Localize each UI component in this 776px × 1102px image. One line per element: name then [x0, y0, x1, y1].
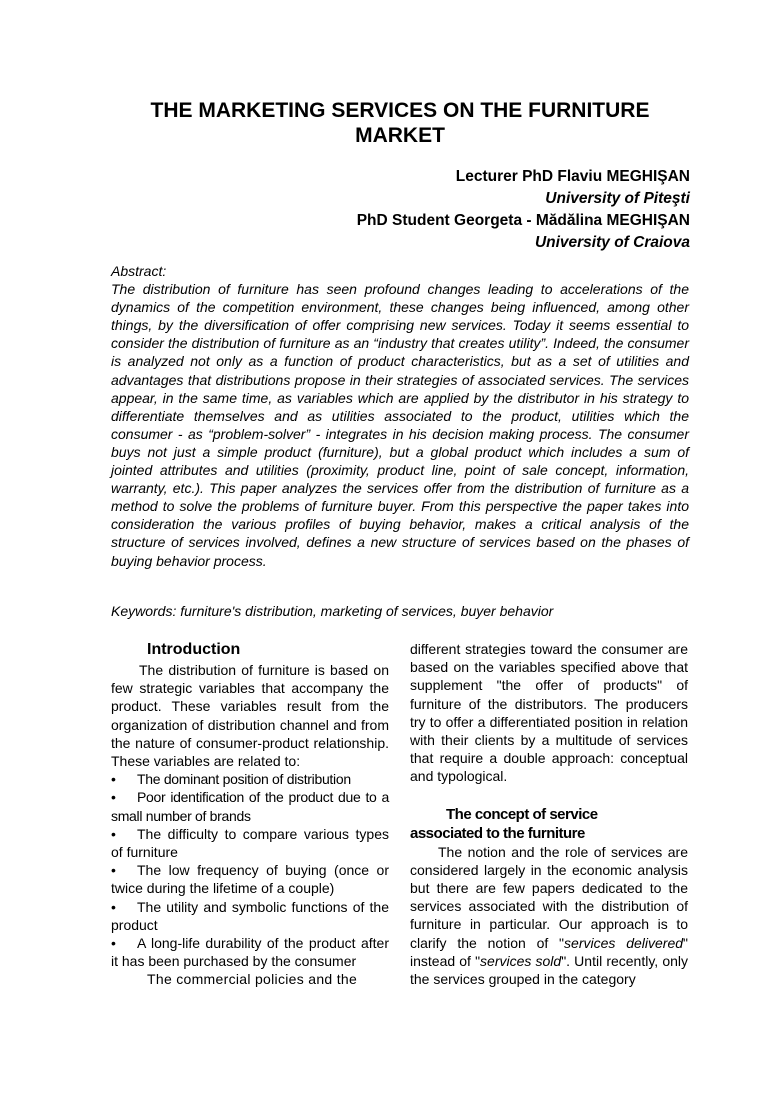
author-block: [357, 166, 690, 254]
list-item: • A long-life durability of the product after it has been purchased by the consumer: [111, 935, 389, 970]
author-name: Lecturer PhD Flaviu MEGHIŞAN: [455, 168, 690, 185]
bullet-icon: •: [111, 771, 116, 788]
right-column: [410, 640, 688, 988]
intro-closing-line: The commercial policies and the: [147, 971, 358, 988]
list-item: • The difficulty to compare various types of furniture: [111, 825, 389, 861]
emphasis-text: services sold: [480, 952, 562, 969]
section-heading-concept: [410, 805, 688, 843]
author-affiliation: University of Piteşti: [545, 190, 690, 207]
bullet-icon: •: [111, 935, 116, 952]
continuation-paragraph: different strategies toward the consumer are based on the variables specified above that supplement "the offer of products" of furniture of the distributors. The producers try to offer a differentiated position in relation with their clients by a multitude of services that require a double approach: conceptual and typological.: [410, 641, 688, 785]
list-item: • The dominant position of distribution: [111, 771, 351, 788]
concept-paragraph: The notion and the role of services are considered largely in the economic analysis but there are few papers dedicated to the services associated with the distribution of furniture in particular. Our approach is to clarify the notion of "services delivered" instead of "services sold". Until recently, only the services grouped in the category: [410, 843, 688, 988]
list-item: • The utility and symbolic functions of the product: [111, 898, 389, 933]
paper-title: THE MARKETING SERVICES ON THE FURNITURE MARKET: [150, 99, 650, 147]
bullet-icon: •: [111, 825, 116, 842]
keywords: Keywords: furniture's distribution, marketing of services, buyer behavior: [111, 603, 554, 619]
list-item: • Poor identification of the product due to a small number of brands: [111, 789, 389, 824]
abstract: [111, 262, 689, 570]
intro-paragraph: The distribution of furniture is based on few strategic variables that accompany the product. These variables result from the organization of distribution channel and from the nature of consumer-product relationship. These variables are related to:: [111, 662, 389, 770]
bullet-icon: •: [111, 789, 116, 806]
author-affiliation: University of Craiova: [534, 234, 690, 251]
bullet-icon: •: [111, 862, 116, 879]
left-column: [111, 640, 389, 989]
heading-line: The concept of service: [446, 805, 598, 823]
author-name: PhD Student Georgeta - Mădălina MEGHIŞAN: [356, 212, 690, 229]
bullet-icon: •: [111, 898, 116, 915]
heading-line: associated to the furniture: [410, 824, 585, 842]
section-heading-introduction: Introduction: [147, 641, 241, 658]
list-item: • The low frequency of buying (once or twice during the lifetime of a couple): [111, 862, 389, 897]
abstract-label: Abstract:: [111, 263, 167, 279]
abstract-text: The distribution of furniture has seen profound changes leading to accelerations of the dynamics of the competition environment, these changes being influenced, among other things, by the diversification of offer comprising new services. Today it seems essential to consider the distribution of furniture as an “industry that creates utility”. Indeed, the consumer is analyzed not only as a function of product characteristics, but as a set of utilities and advantages that distributions propose in their strategies of associated services. The services appear, in the same time, as variables which are applied by the distributor in his strategy to differentiate themselves and as utilities associated to the product, utilities which the consumer - as “problem-solver” - integrates in his decision making process. The consumer buys not just a simple product (furniture), but a global product which includes a sum of jointed attributes and utilities (proximity, product line, point of sale concept, information, warranty, etc.). This paper analyzes the services offer from the distribution of furniture as a method to solve the problems of furniture buyer. From this perspective the paper takes into consideration the various profiles of buying behavior, makes a critical analysis of the structure of services involved, defines a new structure of services based on the phases of buying behavior process.: [111, 281, 689, 569]
emphasis-text: services delivered: [564, 934, 684, 951]
